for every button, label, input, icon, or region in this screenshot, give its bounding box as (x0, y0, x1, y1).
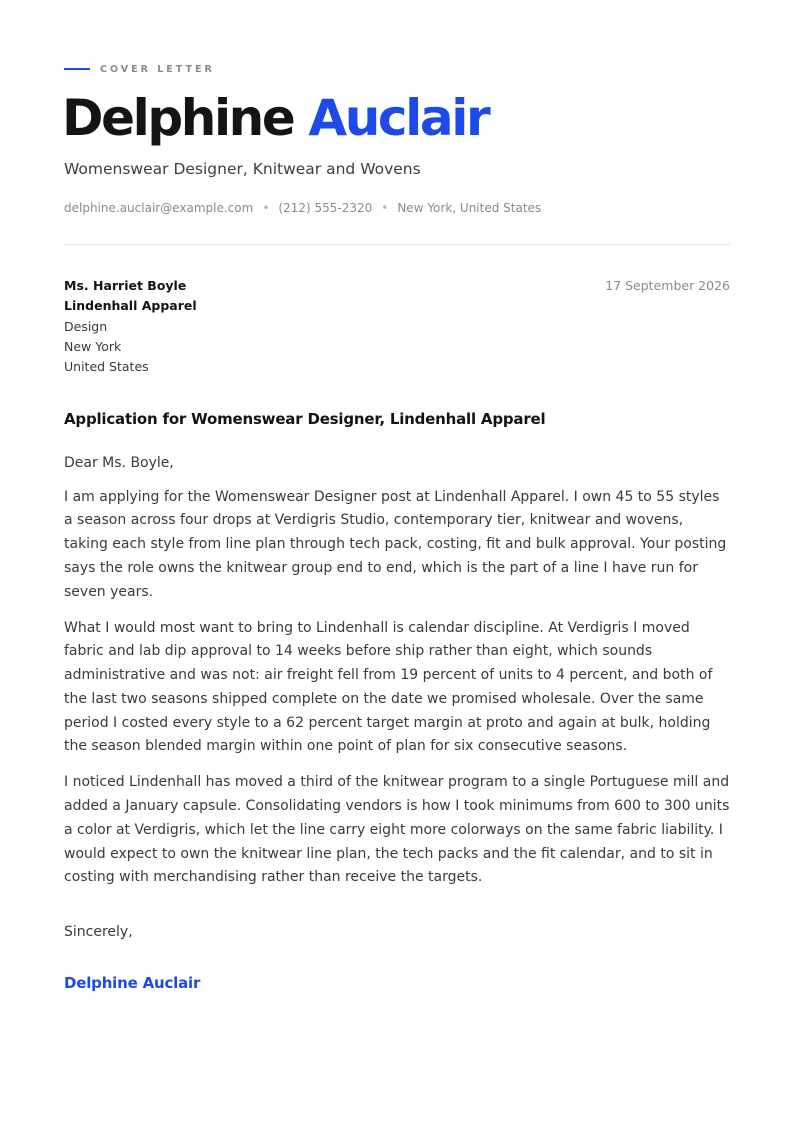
contact-separator: • (262, 201, 270, 215)
letter-date: 17 September 2026 (605, 278, 730, 293)
applicant-name (62, 88, 488, 148)
recipient-country: United States (64, 359, 149, 375)
body-paragraph: What I would most want to bring to Lindenhall is calendar discipline. At Verdigris I moved fabric and lab dip approval to 14 weeks before ship rather than eight, which sounds administrative and was not: air freight fell from 19 percent of units to 4 percent, and both of the last two seasons shipped complete on the date we promised wholesale. Over the same period I costed every style to a 62 percent target margin at proto and again at bulk, holding the season blended margin within one point of plan for six consecutive seasons. (64, 619, 713, 755)
letter-subject: Application for Womenswear Designer, Lindenhall Apparel (64, 410, 546, 428)
contact-phone[interactable]: (212) 555-2320 (278, 201, 373, 215)
recipient-name: Ms. Harriet Boyle (64, 278, 187, 293)
applicant-last-name: Auclair (308, 89, 489, 147)
contact-line (64, 201, 541, 215)
signature: Delphine Auclair (64, 974, 201, 992)
eyebrow (64, 62, 215, 76)
applicant-first-name: Delphine (62, 89, 294, 147)
contact-email[interactable]: delphine.auclair@example.com (64, 201, 254, 215)
recipient-block (64, 276, 197, 377)
recipient-company: Lindenhall Apparel (64, 298, 197, 314)
eyebrow-accent-rule (64, 68, 90, 70)
body-paragraph: I am applying for the Womenswear Designer post at Lindenhall Apparel. I own 45 to 55 styles a season across four drops at Verdigris Studio, contemporary tier, knitwear and wovens, taking each style from line plan through tech pack, costing, fit and bulk approval. Your posting says the role owns the knitwear group end to end, which is the part of a line I have run for seven years. (64, 488, 727, 600)
contact-separator: • (381, 201, 389, 215)
header-divider (64, 244, 730, 245)
recipient-city: New York (64, 338, 122, 354)
body-paragraph: I noticed Lindenhall has moved a third of the knitwear program to a single Portuguese mill and added a January capsule. Consolidating vendors is how I took minimums from 600 to 300 units a color at Verdigris, which let the line carry eight more colorways on the same fabric liability. I would expect to own the knitwear line plan, the tech packs and the fit calendar, and to sit in costing with merchandising rather than receive the targets. (64, 774, 730, 886)
eyebrow-label: COVER LETTER (100, 63, 215, 75)
closing: Sincerely, (64, 924, 133, 940)
letter-body (64, 452, 730, 902)
applicant-role: Womenswear Designer, Knitwear and Wovens (64, 160, 421, 178)
contact-location: New York, United States (397, 201, 542, 215)
salutation: Dear Ms. Boyle, (64, 455, 174, 471)
recipient-department: Design (64, 318, 108, 334)
